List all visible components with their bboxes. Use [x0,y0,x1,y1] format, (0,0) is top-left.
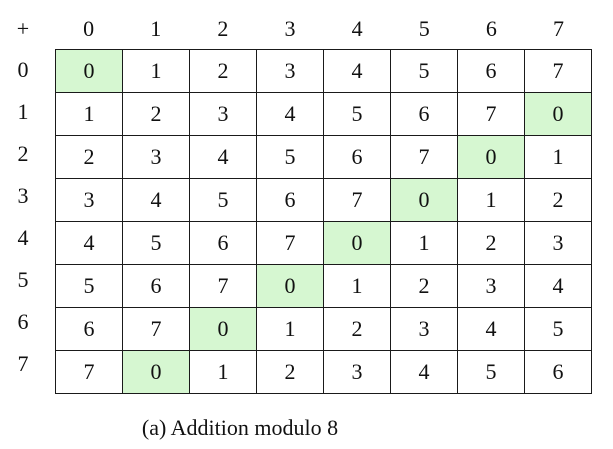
table-row [56,265,592,308]
table-cell: 6 [56,308,123,351]
table-cell: 6 [257,179,324,222]
table-cell: 4 [324,50,391,93]
table-cell: 0 [391,179,458,222]
row-header: 4 [17,225,29,250]
table-cell: 4 [458,308,525,351]
table-cell: 0 [257,265,324,308]
table-cell: 1 [56,93,123,136]
table-cell: 2 [391,265,458,308]
table-cell: 7 [324,179,391,222]
table-cell: 5 [257,136,324,179]
table-cell: 2 [525,179,592,222]
row-header: 0 [17,57,29,82]
operator-symbol: + [16,16,30,41]
table-cell: 3 [391,308,458,351]
table-cell: 5 [190,179,257,222]
table-cell: 3 [257,50,324,93]
table-cell: 1 [525,136,592,179]
table-row [56,179,592,222]
table-cell: 4 [391,351,458,394]
table-cell: 3 [458,265,525,308]
table-cell: 0 [458,136,525,179]
table-row [56,136,592,179]
row-header: 3 [17,183,29,208]
column-header: 0 [83,16,95,41]
table-cell: 5 [458,351,525,394]
table-cell: 0 [190,308,257,351]
table-cell: 4 [190,136,257,179]
table-cell: 3 [324,351,391,394]
table-cell: 2 [257,351,324,394]
table-row [56,50,592,93]
table-cell: 2 [190,50,257,93]
table-cell: 5 [324,93,391,136]
table-cell: 4 [123,179,190,222]
table-cell: 5 [56,265,123,308]
table-cell: 7 [391,136,458,179]
table-cell: 3 [123,136,190,179]
table-cell: 2 [458,222,525,265]
column-header: 5 [418,16,430,41]
table-cell: 6 [324,136,391,179]
column-header: 4 [351,16,363,41]
table-cell: 5 [391,50,458,93]
column-header: 1 [150,16,162,41]
table-cell: 4 [525,265,592,308]
table-cell: 0 [525,93,592,136]
table-cell: 7 [525,50,592,93]
column-header: 7 [552,16,564,41]
figure-caption: (a) Addition modulo 8 [141,415,339,440]
table-cell: 7 [190,265,257,308]
table-cell: 4 [257,93,324,136]
row-header: 7 [17,351,29,376]
table-cell: 1 [458,179,525,222]
row-header: 5 [17,267,29,292]
row-header: 6 [17,309,29,334]
table-cell: 7 [257,222,324,265]
table-cell: 2 [56,136,123,179]
table-row [56,93,592,136]
table-cell: 1 [123,50,190,93]
table-cell: 6 [123,265,190,308]
result-grid [55,49,592,394]
table-cell: 3 [525,222,592,265]
table-cell: 4 [56,222,123,265]
table-row [56,351,592,394]
table-cell: 1 [257,308,324,351]
table-cell: 6 [190,222,257,265]
table-cell: 0 [123,351,190,394]
table-cell: 3 [190,93,257,136]
table-cell: 5 [123,222,190,265]
column-header: 2 [217,16,229,41]
table-row [56,222,592,265]
table-cell: 1 [391,222,458,265]
table-cell: 1 [190,351,257,394]
table-row [56,308,592,351]
table-cell: 3 [56,179,123,222]
table-cell: 7 [458,93,525,136]
table-cell: 1 [324,265,391,308]
table-cell: 0 [56,50,123,93]
table-cell: 0 [324,222,391,265]
table-cell: 6 [458,50,525,93]
table-cell: 2 [324,308,391,351]
row-header: 1 [17,99,29,124]
column-header: 3 [284,16,296,41]
table-cell: 6 [391,93,458,136]
table-cell: 6 [525,351,592,394]
table-cell: 7 [56,351,123,394]
column-header: 6 [485,16,497,41]
row-header: 2 [17,141,29,166]
table-cell: 7 [123,308,190,351]
table-cell: 5 [525,308,592,351]
table-cell: 2 [123,93,190,136]
